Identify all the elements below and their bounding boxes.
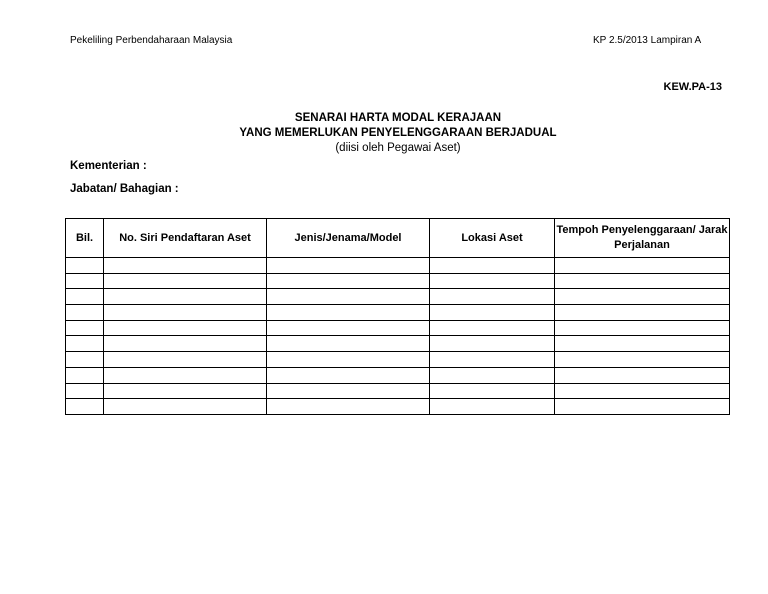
title-line-3: (diisi oleh Pegawai Aset) <box>335 142 461 154</box>
table-cell <box>430 289 555 305</box>
table-cell <box>267 383 430 399</box>
table-cell <box>267 320 430 336</box>
table-cell <box>555 367 730 383</box>
table-cell <box>66 305 104 321</box>
table-cell <box>555 399 730 415</box>
table-row <box>66 258 730 274</box>
table-cell <box>66 289 104 305</box>
table-cell <box>555 258 730 274</box>
col-tempoh: Tempoh Penyelenggaraan/ Jarak Perjalanan <box>555 219 730 258</box>
table-cell <box>430 367 555 383</box>
table-cell <box>555 320 730 336</box>
table-row <box>66 336 730 352</box>
table-cell <box>555 305 730 321</box>
table-cell <box>430 352 555 368</box>
col-bil: Bil. <box>66 219 104 258</box>
table-cell <box>267 305 430 321</box>
table-row <box>66 399 730 415</box>
table-cell <box>430 305 555 321</box>
table-row <box>66 273 730 289</box>
table-cell <box>430 399 555 415</box>
asset-table <box>65 218 730 415</box>
table-cell <box>66 320 104 336</box>
table-cell <box>555 289 730 305</box>
table-cell <box>430 258 555 274</box>
table-cell <box>104 383 267 399</box>
table-header-row <box>66 219 730 258</box>
col-no-siri: No. Siri Pendaftaran Aset <box>104 219 267 258</box>
col-lokasi: Lokasi Aset <box>430 219 555 258</box>
table-cell <box>555 273 730 289</box>
table-cell <box>555 336 730 352</box>
table-cell <box>555 383 730 399</box>
table-cell <box>104 367 267 383</box>
table-cell <box>104 320 267 336</box>
table-row <box>66 305 730 321</box>
table-cell <box>555 352 730 368</box>
title-block <box>0 111 768 156</box>
table-cell <box>104 258 267 274</box>
table-cell <box>430 336 555 352</box>
table-cell <box>104 273 267 289</box>
col-jenis: Jenis/Jenama/Model <box>267 219 430 258</box>
jabatan-label: Jabatan/ Bahagian : <box>70 183 179 195</box>
table-row <box>66 383 730 399</box>
table-cell <box>267 399 430 415</box>
table-cell <box>104 305 267 321</box>
form-code: KEW.PA-13 <box>663 81 722 93</box>
table-cell <box>267 258 430 274</box>
table-cell <box>66 399 104 415</box>
table-cell <box>267 352 430 368</box>
table-cell <box>430 383 555 399</box>
table-body <box>66 258 730 415</box>
table-cell <box>66 258 104 274</box>
table-cell <box>267 336 430 352</box>
table-cell <box>66 367 104 383</box>
table-cell <box>66 336 104 352</box>
table-cell <box>267 273 430 289</box>
table-cell <box>430 273 555 289</box>
table-cell <box>267 289 430 305</box>
table-row <box>66 320 730 336</box>
table-cell <box>430 320 555 336</box>
title-line-2: YANG MEMERLUKAN PENYELENGGARAAN BERJADUAL <box>239 127 557 139</box>
table-cell <box>267 367 430 383</box>
table-row <box>66 289 730 305</box>
table-row <box>66 352 730 368</box>
table-cell <box>66 352 104 368</box>
table-cell <box>66 383 104 399</box>
title-line-1: SENARAI HARTA MODAL KERAJAAN <box>294 112 502 124</box>
table-cell <box>104 352 267 368</box>
header-left: Pekeliling Perbendaharaan Malaysia <box>70 35 233 46</box>
table-row <box>66 367 730 383</box>
table-cell <box>66 273 104 289</box>
table-cell <box>104 336 267 352</box>
header-right: KP 2.5/2013 Lampiran A <box>593 35 702 46</box>
table-cell <box>104 289 267 305</box>
table-cell <box>104 399 267 415</box>
kementerian-label: Kementerian : <box>70 160 147 172</box>
